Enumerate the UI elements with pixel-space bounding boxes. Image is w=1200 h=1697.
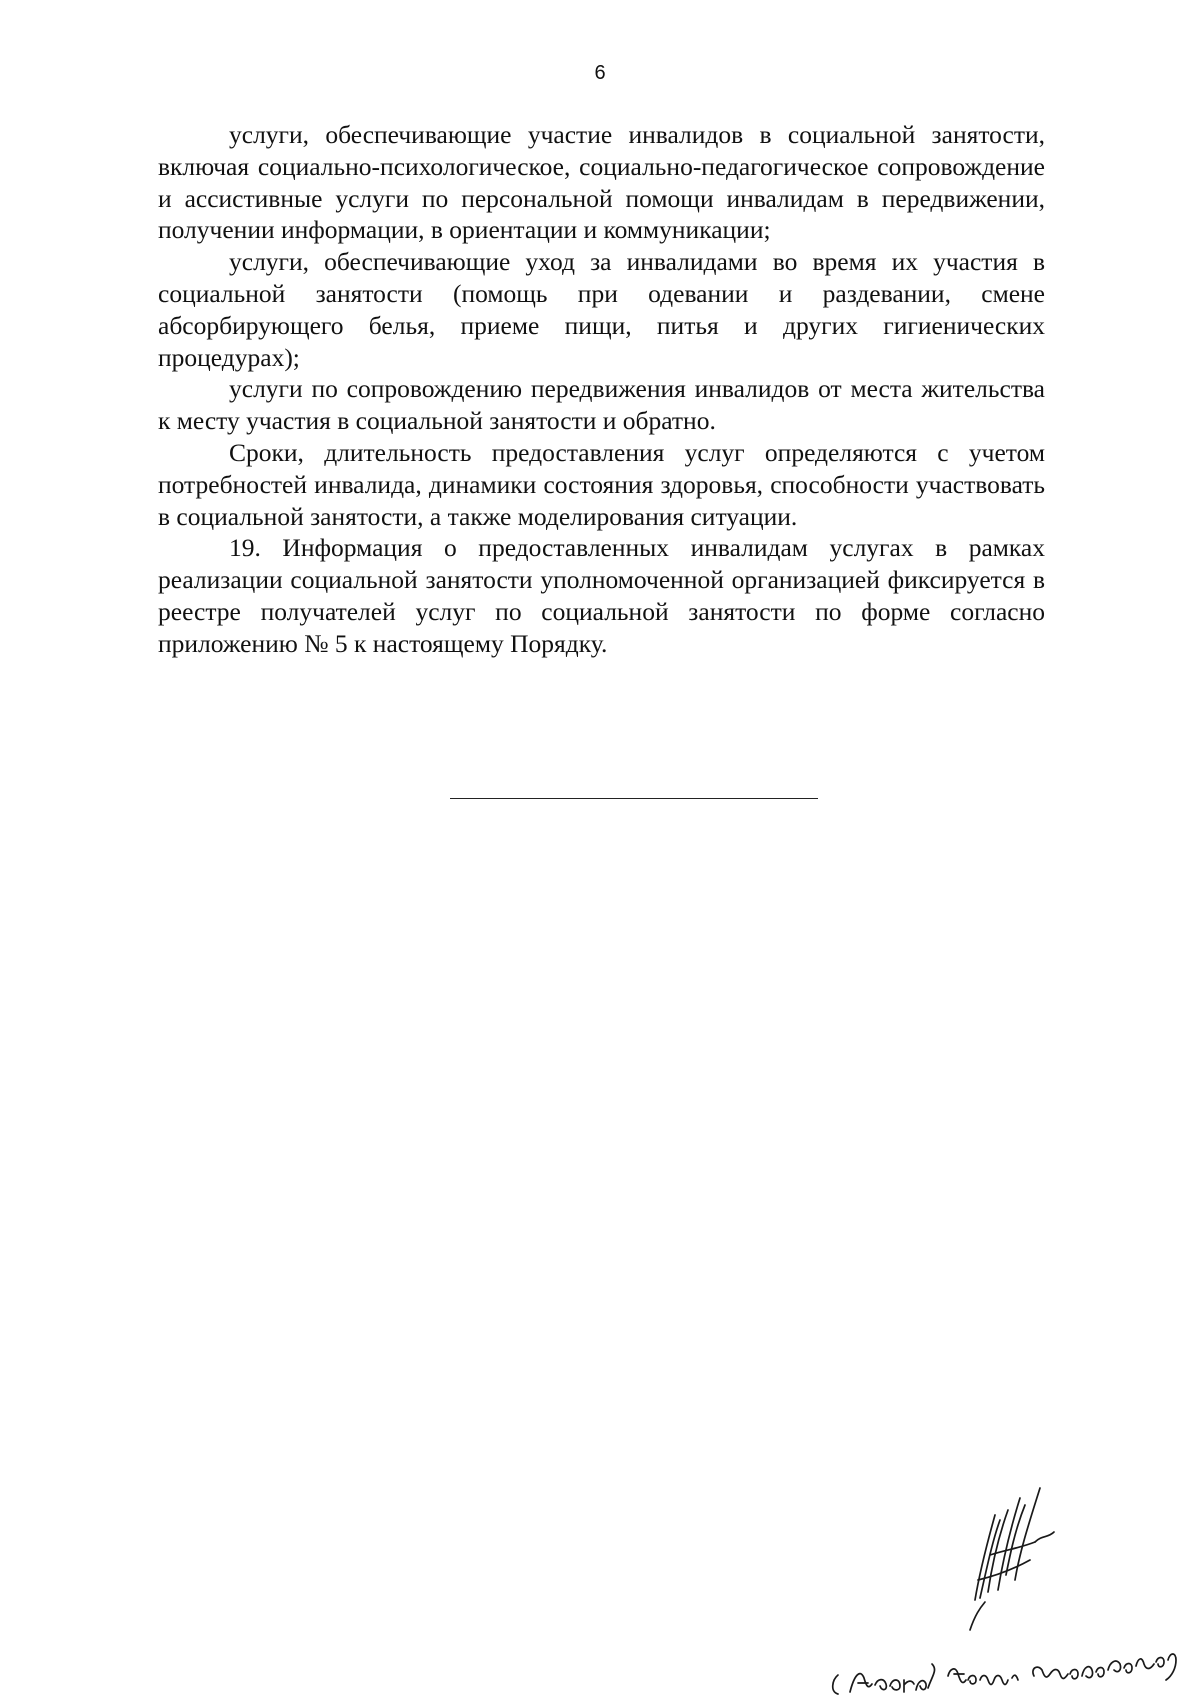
handwritten-signature [820,1480,1200,1697]
paragraph: услуги, обеспечивающие уход за инвалидами во время их участия в социальной занятости (помощь при одевании и раздевании, смене абсорбирующего белья, приеме пищи, питья и других гигиенических процедурах); [158,247,1045,372]
end-of-text-rule [450,798,818,799]
page-number: 6 [594,62,606,84]
paragraph: 19. Информация о предоставленных инвалидам услугах в рамках реализации социальной занятости уполномоченной организацией фиксируется в реестре получателей услуг по социальной занятости по форме согласно приложению № 5 к настоящему Порядку. [158,533,1045,658]
paragraph: услуги, обеспечивающие участие инвалидов в социальной занятости, включая социально-психологическое, социально-педагогическое сопровождение и ассистивные услуги по персональной помощи инвалидам в передвижении, получении информации, в ориентации и коммуникации; [158,120,1045,245]
paragraph: Сроки, длительность предоставления услуг определяются с учетом потребностей инвалида, динамики состояния здоровья, способности участвовать в социальной занятости, а также моделирования ситуации. [158,437,1045,531]
paragraph: услуги по сопровождению передвижения инвалидов от места жительства к месту участия в социальной занятости и обратно. [158,374,1045,436]
document-body [158,119,1045,660]
